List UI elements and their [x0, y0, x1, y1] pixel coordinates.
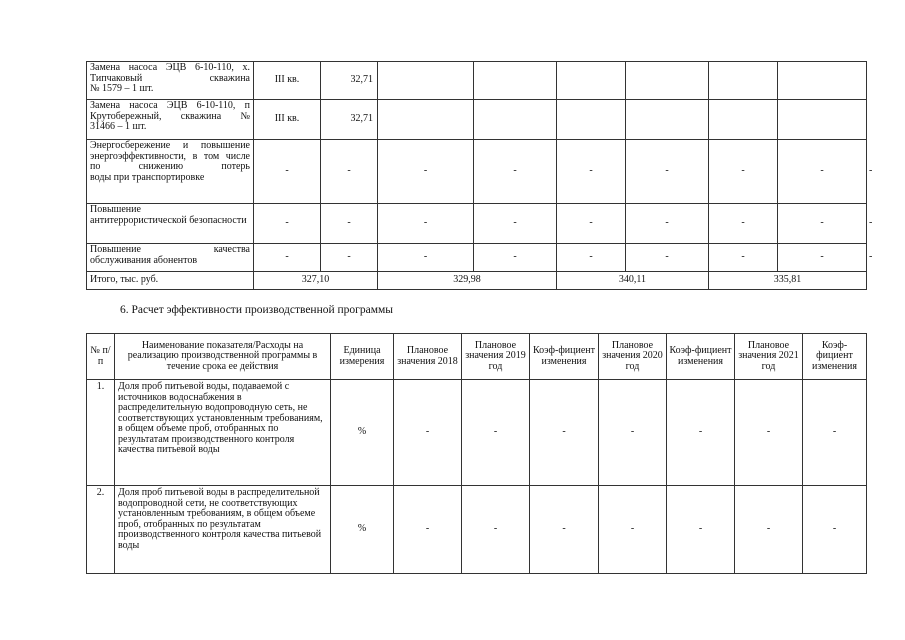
plan-table-body [87, 62, 873, 290]
value-cell [378, 100, 474, 140]
efficiency-table-header [87, 334, 867, 380]
plan-row: Повышение антитеррористической безопасности - - - - - - - - - [87, 204, 867, 244]
column-header: Единица измерения [331, 334, 394, 380]
unit-cell: % [331, 486, 394, 574]
measure-name [87, 62, 254, 100]
measure-name-last-line: антитеррористической безопасности [90, 214, 247, 226]
indicator-name: Доля проб питьевой воды, подаваемой с источников водоснабжения в распределительную водопроводную сеть, не соответствующих установленным требованиям, в общем объеме проб, отобранных по результатам производственного контроля качества питьевой воды [115, 380, 331, 486]
measure-name-text: Замена насоса ЭЦВ 6-10-110, п Крутобережный, скважина № [90, 100, 250, 122]
period-cell: III кв. [254, 100, 321, 140]
value-cell: - [735, 380, 803, 486]
efficiency-table [86, 333, 867, 574]
cost-cell: - [321, 244, 378, 272]
value-cell: - [474, 244, 557, 272]
cost-cell: 32,71 [321, 100, 378, 140]
cost-cell: - [321, 140, 378, 204]
value-cell: - [557, 244, 626, 272]
column-header: Плановое значения 2019 год [462, 334, 530, 380]
measure-name [87, 204, 254, 244]
period-cell: - [254, 204, 321, 244]
value-cell: - [626, 244, 709, 272]
value-cell [557, 100, 626, 140]
section-title: 6. Расчет эффективности производственной программы [120, 304, 394, 316]
value-cell [474, 100, 557, 140]
column-header: Плановое значения 2018 [394, 334, 462, 380]
plan-row: Энергосбережение и повышение энергоэффективности, в том числе по снижению потерь воды при транспортировке - - - - - - - - - [87, 140, 867, 204]
value-cell: - [803, 486, 867, 574]
measure-name-text: Повышение качества [90, 244, 250, 255]
column-header: Коэф-фициент изменения [667, 334, 735, 380]
column-header: Коэф-фициент изменения [530, 334, 599, 380]
value-cell: - [778, 204, 867, 244]
period-cell: - [254, 140, 321, 204]
value-cell: - [778, 244, 867, 272]
column-header: Коэф-фициент изменения [803, 334, 867, 380]
value-cell: - [778, 140, 867, 204]
value-cell: - [557, 204, 626, 244]
value-cell [378, 62, 474, 100]
value-cell: - [667, 486, 735, 574]
indicator-name: Доля проб питьевой воды в распределительной водопроводной сети, не соответствующих установленным требованиям, в общем объеме проб, отобранных по результатам производственного контроля качества питьевой воды [115, 486, 331, 574]
column-header: Плановое значения 2020 год [599, 334, 667, 380]
value-cell [557, 62, 626, 100]
value-cell [626, 62, 709, 100]
total-value: 335,81 [709, 272, 867, 290]
unit-cell: % [331, 380, 394, 486]
value-cell: - [557, 140, 626, 204]
plan-row: Повышение качества обслуживания абонентов - - - - - - - - - [87, 244, 867, 272]
cost-cell: - [321, 204, 378, 244]
value-cell: - [626, 204, 709, 244]
cost-cell: 32,71 [321, 62, 378, 100]
value-cell [778, 62, 867, 100]
value-cell: - [626, 140, 709, 204]
value-cell: - [530, 486, 599, 574]
measure-name [87, 244, 254, 272]
total-row [87, 272, 867, 290]
value-cell [626, 100, 709, 140]
period-cell: - [254, 244, 321, 272]
efficiency-table-body [87, 380, 867, 574]
value-cell: - [667, 380, 735, 486]
column-header: № п/п [87, 334, 115, 380]
column-header: Плановое значения 2021 год [735, 334, 803, 380]
value-cell: - [599, 380, 667, 486]
value-cell: - [709, 244, 778, 272]
plan-row [87, 100, 867, 140]
value-cell: - [462, 380, 530, 486]
value-cell: - [599, 486, 667, 574]
total-value: 340,11 [557, 272, 709, 290]
column-header: Наименование показателя/Расходы на реализацию производственной программы в течение срока ее действия [115, 334, 331, 380]
value-cell [474, 62, 557, 100]
plan-row [87, 62, 867, 100]
total-value: 329,98 [378, 272, 557, 290]
measure-name-last-line: № 1579 – 1 шт. [90, 83, 154, 94]
plan-table [86, 61, 873, 290]
value-cell [778, 100, 867, 140]
measure-name-text: Энергосбережение и повышение энергоэффективности, в том числе по снижению потерь [90, 140, 250, 172]
measure-name-last-line: 31466 – 1 шт. [90, 121, 147, 132]
value-cell: - [378, 204, 474, 244]
total-value: 327,10 [254, 272, 378, 290]
measure-name-last-line: воды при транспортировке [90, 171, 205, 183]
indicator-row [87, 380, 867, 486]
measure-name [87, 140, 254, 204]
measure-name-last-line: обслуживания абонентов [90, 254, 198, 266]
value-cell: - [378, 140, 474, 204]
period-cell: III кв. [254, 62, 321, 100]
value-cell: - [394, 380, 462, 486]
value-cell: - [735, 486, 803, 574]
value-cell: - [530, 380, 599, 486]
measure-name [87, 100, 254, 140]
row-number: 2. [87, 486, 115, 574]
value-cell: - [803, 380, 867, 486]
measure-name-text: Повышение [90, 204, 141, 215]
value-cell: - [394, 486, 462, 574]
value-cell: - [462, 486, 530, 574]
value-cell: - [474, 204, 557, 244]
value-cell: - [474, 140, 557, 204]
indicator-row [87, 486, 867, 574]
value-cell: - [709, 140, 778, 204]
measure-name-text: Замена насоса ЭЦВ 6-10-110, х. Типчаковый скважина [90, 62, 250, 84]
row-number: 1. [87, 380, 115, 486]
value-cell: - [709, 204, 778, 244]
value-cell [709, 100, 778, 140]
value-cell: - [378, 244, 474, 272]
value-cell [709, 62, 778, 100]
total-label: Итого, тыс. руб. [87, 272, 254, 290]
